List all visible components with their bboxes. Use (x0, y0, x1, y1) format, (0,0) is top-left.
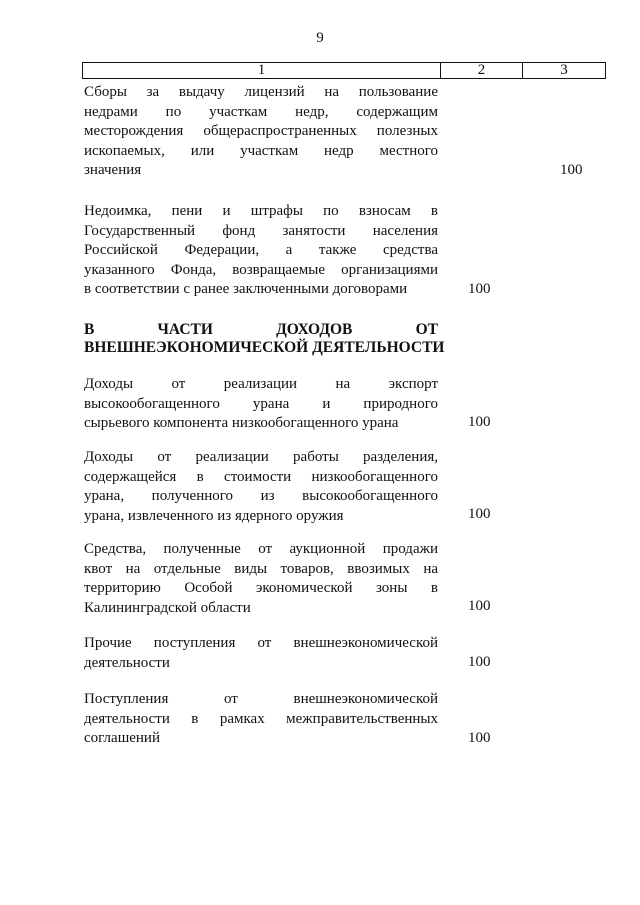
row-arrears-col2: 100 (468, 281, 491, 297)
text-line: Недоимка, пени и штрафы по взносам в (84, 203, 438, 219)
column-header-row (82, 62, 606, 79)
text-line: сырьевого компонента низкообогащенного урана (84, 415, 399, 431)
row-separation-work-text (84, 448, 438, 526)
heading-line: ВНЕШНЕЭКОНОМИЧЕСКОЙ ДЕЯТЕЛЬНОСТИ (84, 339, 445, 356)
text-line: деятельности (84, 654, 170, 671)
text-line: Калининградской области (84, 599, 251, 616)
text-line: Российской Федерации, а также средства (84, 242, 438, 258)
row-quota-auction-text (84, 540, 438, 618)
text-line: указанного Фонда, возвращаемые организациями (84, 261, 438, 278)
text-line: Доходы от реализации работы разделения, (84, 449, 438, 465)
column-header-3: 3 (560, 62, 568, 78)
text-line: Доходы от реализации на экспорт (84, 376, 438, 392)
text-line: содержащейся в стоимости низкообогащенного (84, 468, 438, 485)
row-intergov-text (84, 690, 438, 749)
text-line: высокообогащенного урана и природного (84, 395, 438, 412)
text-line: ископаемых, или участкам недр местного (84, 142, 438, 159)
row-uranium-export-text (84, 375, 438, 434)
text-line: месторождения общераспространенных полезных (84, 123, 438, 139)
text-line: соглашений (84, 730, 160, 746)
row-license-fees-col3: 100 (560, 162, 583, 178)
row-intergov-col2: 100 (468, 730, 491, 746)
text-line: Средства, полученные от аукционной продажи (84, 541, 438, 557)
row-other-receipts-text (84, 634, 438, 673)
heading-line: В ЧАСТИ ДОХОДОВ ОТ (84, 321, 438, 338)
text-line: значения (84, 162, 142, 178)
text-line: территорию Особой экономической зоны в (84, 580, 438, 596)
text-line: урана, извлеченного из ядерного оружия (84, 507, 344, 524)
row-other-receipts-col2: 100 (468, 654, 491, 670)
text-line: недрами по участкам недр, содержащим (84, 103, 438, 120)
row-arrears-text (84, 202, 438, 300)
row-quota-auction-col2: 100 (468, 598, 491, 614)
row-uranium-export-col2: 100 (468, 414, 491, 430)
text-line: урана, полученного из высокообогащенного (84, 488, 438, 504)
text-line: квот на отдельные виды товаров, ввозимых на (84, 560, 438, 577)
text-line: Государственный фонд занятости населения (84, 222, 438, 239)
text-line: деятельности в рамках межправительственных (84, 710, 438, 727)
section-heading (84, 321, 445, 357)
page-number: 9 (316, 30, 324, 46)
text-line: Сборы за выдачу лицензий на пользование (84, 84, 438, 100)
column-header-1: 1 (83, 63, 441, 78)
text-line: в соответствии с ранее заключенными договорами (84, 281, 408, 297)
text-line: Прочие поступления от внешнеэкономической (84, 635, 438, 651)
text-line: Поступления от внешнеэкономической (84, 691, 438, 707)
row-license-fees-text (84, 83, 438, 181)
column-header-2: 2 (441, 63, 523, 78)
row-separation-work-col2: 100 (468, 506, 491, 522)
